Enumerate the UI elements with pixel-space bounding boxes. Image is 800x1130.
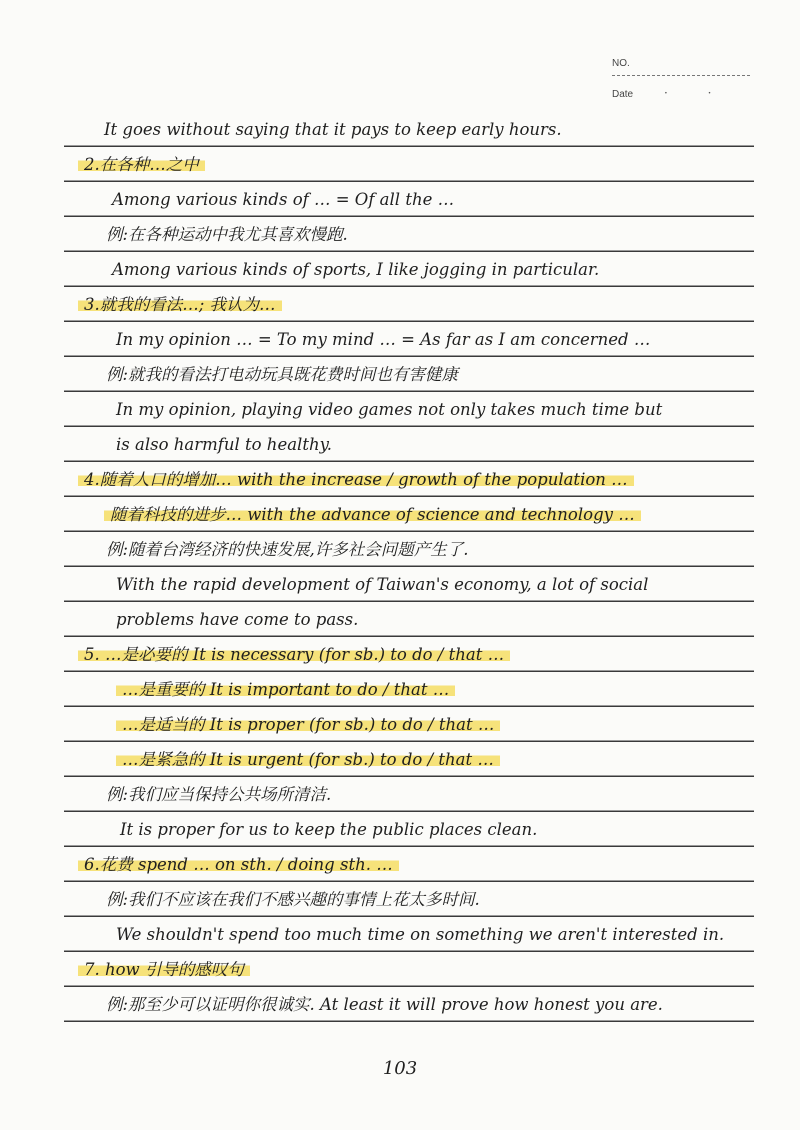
note-line [64,847,768,882]
note-text: It goes without saying that it pays to keep early hours. [104,120,562,139]
highlighted-heading-text: 6.花费 spend … on sth. / doing sth. … [78,855,399,874]
highlighted-heading-text: 5. …是必要的 It is necessary (for sb.) to do / that … [78,645,510,664]
highlighted-heading-text: 2.在各种…之中 [78,155,205,174]
note-text: 例:我们应当保持公共场所清洁. [106,785,332,804]
note-line [64,392,800,427]
note-line [64,707,800,742]
note-text: It is proper for us to keep the public places clean. [120,820,538,839]
note-line [64,567,800,602]
note-text: With the rapid development of Taiwan's economy, a lot of social [116,575,649,594]
highlighted-heading-text: 3.就我的看法…; 我认为… [78,295,282,314]
note-text: is also harmful to healthy. [116,435,332,454]
note-line [64,742,800,777]
note-text: In my opinion … = To my mind … = As far as I am concerned … [116,330,651,349]
note-line [64,532,796,567]
note-line [64,182,800,217]
note-line [64,147,768,182]
date-dots: · · [664,86,730,100]
note-text: Among various kinds of sports, I like jogging in particular. [112,260,600,279]
note-text: In my opinion, playing video games not only takes much time but [116,400,663,419]
highlighted-heading-text: 4.随着人口的增加… with the increase / growth of the population … [78,470,634,489]
highlighted-heading-text: 7. how 引导的感叹句 [78,960,250,979]
highlighted-heading-text: …是紧急的 It is urgent (for sb.) to do / that … [116,750,500,769]
highlighted-heading-text: 随着科技的进步… with the advance of science and technology … [104,505,641,524]
note-text: 例:就我的看法打电动玩具既花费时间也有害健康 [106,365,459,384]
note-text: 例:我们不应该在我们不感兴趣的事情上花太多时间. [106,890,480,909]
note-line [64,882,796,917]
note-line [64,357,796,392]
highlighted-heading-text: …是重要的 It is important to do / that … [116,680,455,699]
note-line [64,952,768,987]
page-number: 103 [382,1058,418,1079]
note-text: 例:在各种运动中我尤其喜欢慢跑. [106,225,348,244]
note-line [64,637,768,672]
note-text: 例:那至少可以证明你很诚实. At least it will prove how honest you are. [106,995,663,1014]
note-line [64,252,800,287]
note-text: problems have come to pass. [116,610,359,629]
note-line [64,427,800,462]
note-text: We shouldn't spend too much time on something we aren't interested in. [116,925,725,944]
note-line [64,812,800,847]
note-text: 例:随着台湾经济的快速发展,许多社会问题产生了. [106,540,469,559]
note-line [64,462,768,497]
note-line [64,322,800,357]
number-label: NO. [612,58,630,69]
ruled-notes-area [64,112,754,1037]
note-text: Among various kinds of … = Of all the … [112,190,455,209]
note-line [64,672,800,707]
note-line [64,497,794,532]
note-line [64,777,796,812]
note-line [64,112,794,147]
note-line [64,217,796,252]
date-label: Date [612,89,634,100]
number-dashed-line [612,75,750,76]
note-line [64,987,796,1022]
note-line [64,917,800,952]
highlighted-heading-text: …是适当的 It is proper (for sb.) to do / that … [116,715,500,734]
note-line [64,287,768,322]
note-line [64,602,800,637]
